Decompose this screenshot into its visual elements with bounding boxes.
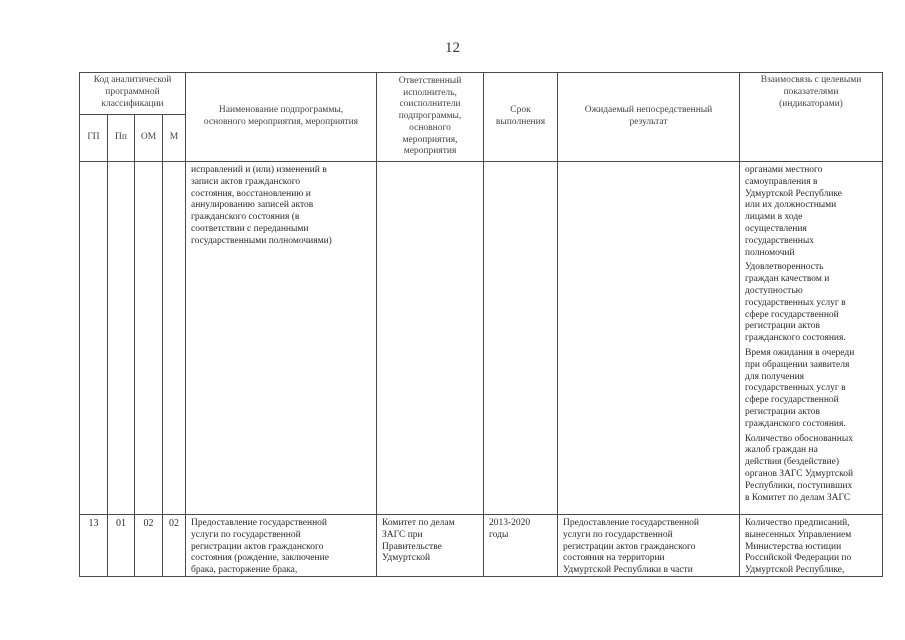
row-code-om: 02 [135,515,163,577]
row-name: исправлений и (или) изменений в записи актов гражданского состояния, восстановлению и аннулированию записей актов гражданского состояния (в соответствии с переданными государственными полномочиями) [186,162,377,515]
row-indicators [740,515,883,577]
indicator-text: Время ожидания в очереди при обращении заявителя для получения государственных услуг в сфере государственной регистрации актов гражданского состояния. [745,347,855,429]
row-result: Предоставление государственной услуги по государственной регистрации актов гражданского состояния на территории Удмуртской Республики в части [558,515,740,577]
header-code-group: Код аналитической программной классификации [80,73,186,115]
row-responsible [377,162,484,515]
indicator-text: Количество обоснованных жалоб граждан на действия (бездействие) органов ЗАГС Удмуртской Республики, поступивших в Комитет по делам ЗАГС [745,433,854,503]
row-term [484,162,558,515]
header-result: Ожидаемый непосредственный результат [558,73,740,162]
indicator-text: Количество предписаний, вынесенных Управлением Министерства юстиции Российской Федерации по Удмуртской Республике, [745,518,852,576]
table-row [80,162,883,515]
header-code-om: ОМ [135,115,163,162]
row-term: 2013-2020 годы [484,515,558,577]
indicator-text: органами местного самоуправления в Удмуртской Республике или их должностными лицами в ходе осуществления государственных полномочий [745,165,842,258]
row-result [558,162,740,515]
header-code-gp: ГП [80,115,108,162]
row-indicators [740,162,883,515]
row-code-pp: 01 [108,515,135,577]
header-term: Срок выполнения [484,73,558,162]
header-name: Наименование подпрограммы, основного мероприятия, мероприятия [186,73,377,162]
row-code-m: 02 [163,515,186,577]
row-code-gp: 13 [80,515,108,577]
program-table [79,72,883,577]
header-code-m: М [163,115,186,162]
page-number: 12 [445,40,460,56]
header-responsible: Ответственный исполнитель, соисполнители подпрограммы, основного мероприятия, мероприятия [377,73,484,162]
row-name: Предоставление государственной услуги по государственной регистрации актов гражданского состояния (рождение, заключение брака, расторжение брака, [186,515,377,577]
row-code-om [135,162,163,515]
header-row-top [80,73,883,115]
row-responsible: Комитет по делам ЗАГС при Правительстве Удмуртской [377,515,484,577]
row-code-gp [80,162,108,515]
header-code-pp: Пп [108,115,135,162]
table-row [80,515,883,577]
row-code-pp [108,162,135,515]
header-indicators: Взаимосвязь с целевыми показателями (индикаторами) [740,73,883,162]
row-code-m [163,162,186,515]
indicator-text: Удовлетворенность граждан качеством и доступностью государственных услуг в сфере государственной регистрации актов гражданского состояния. [745,262,846,344]
